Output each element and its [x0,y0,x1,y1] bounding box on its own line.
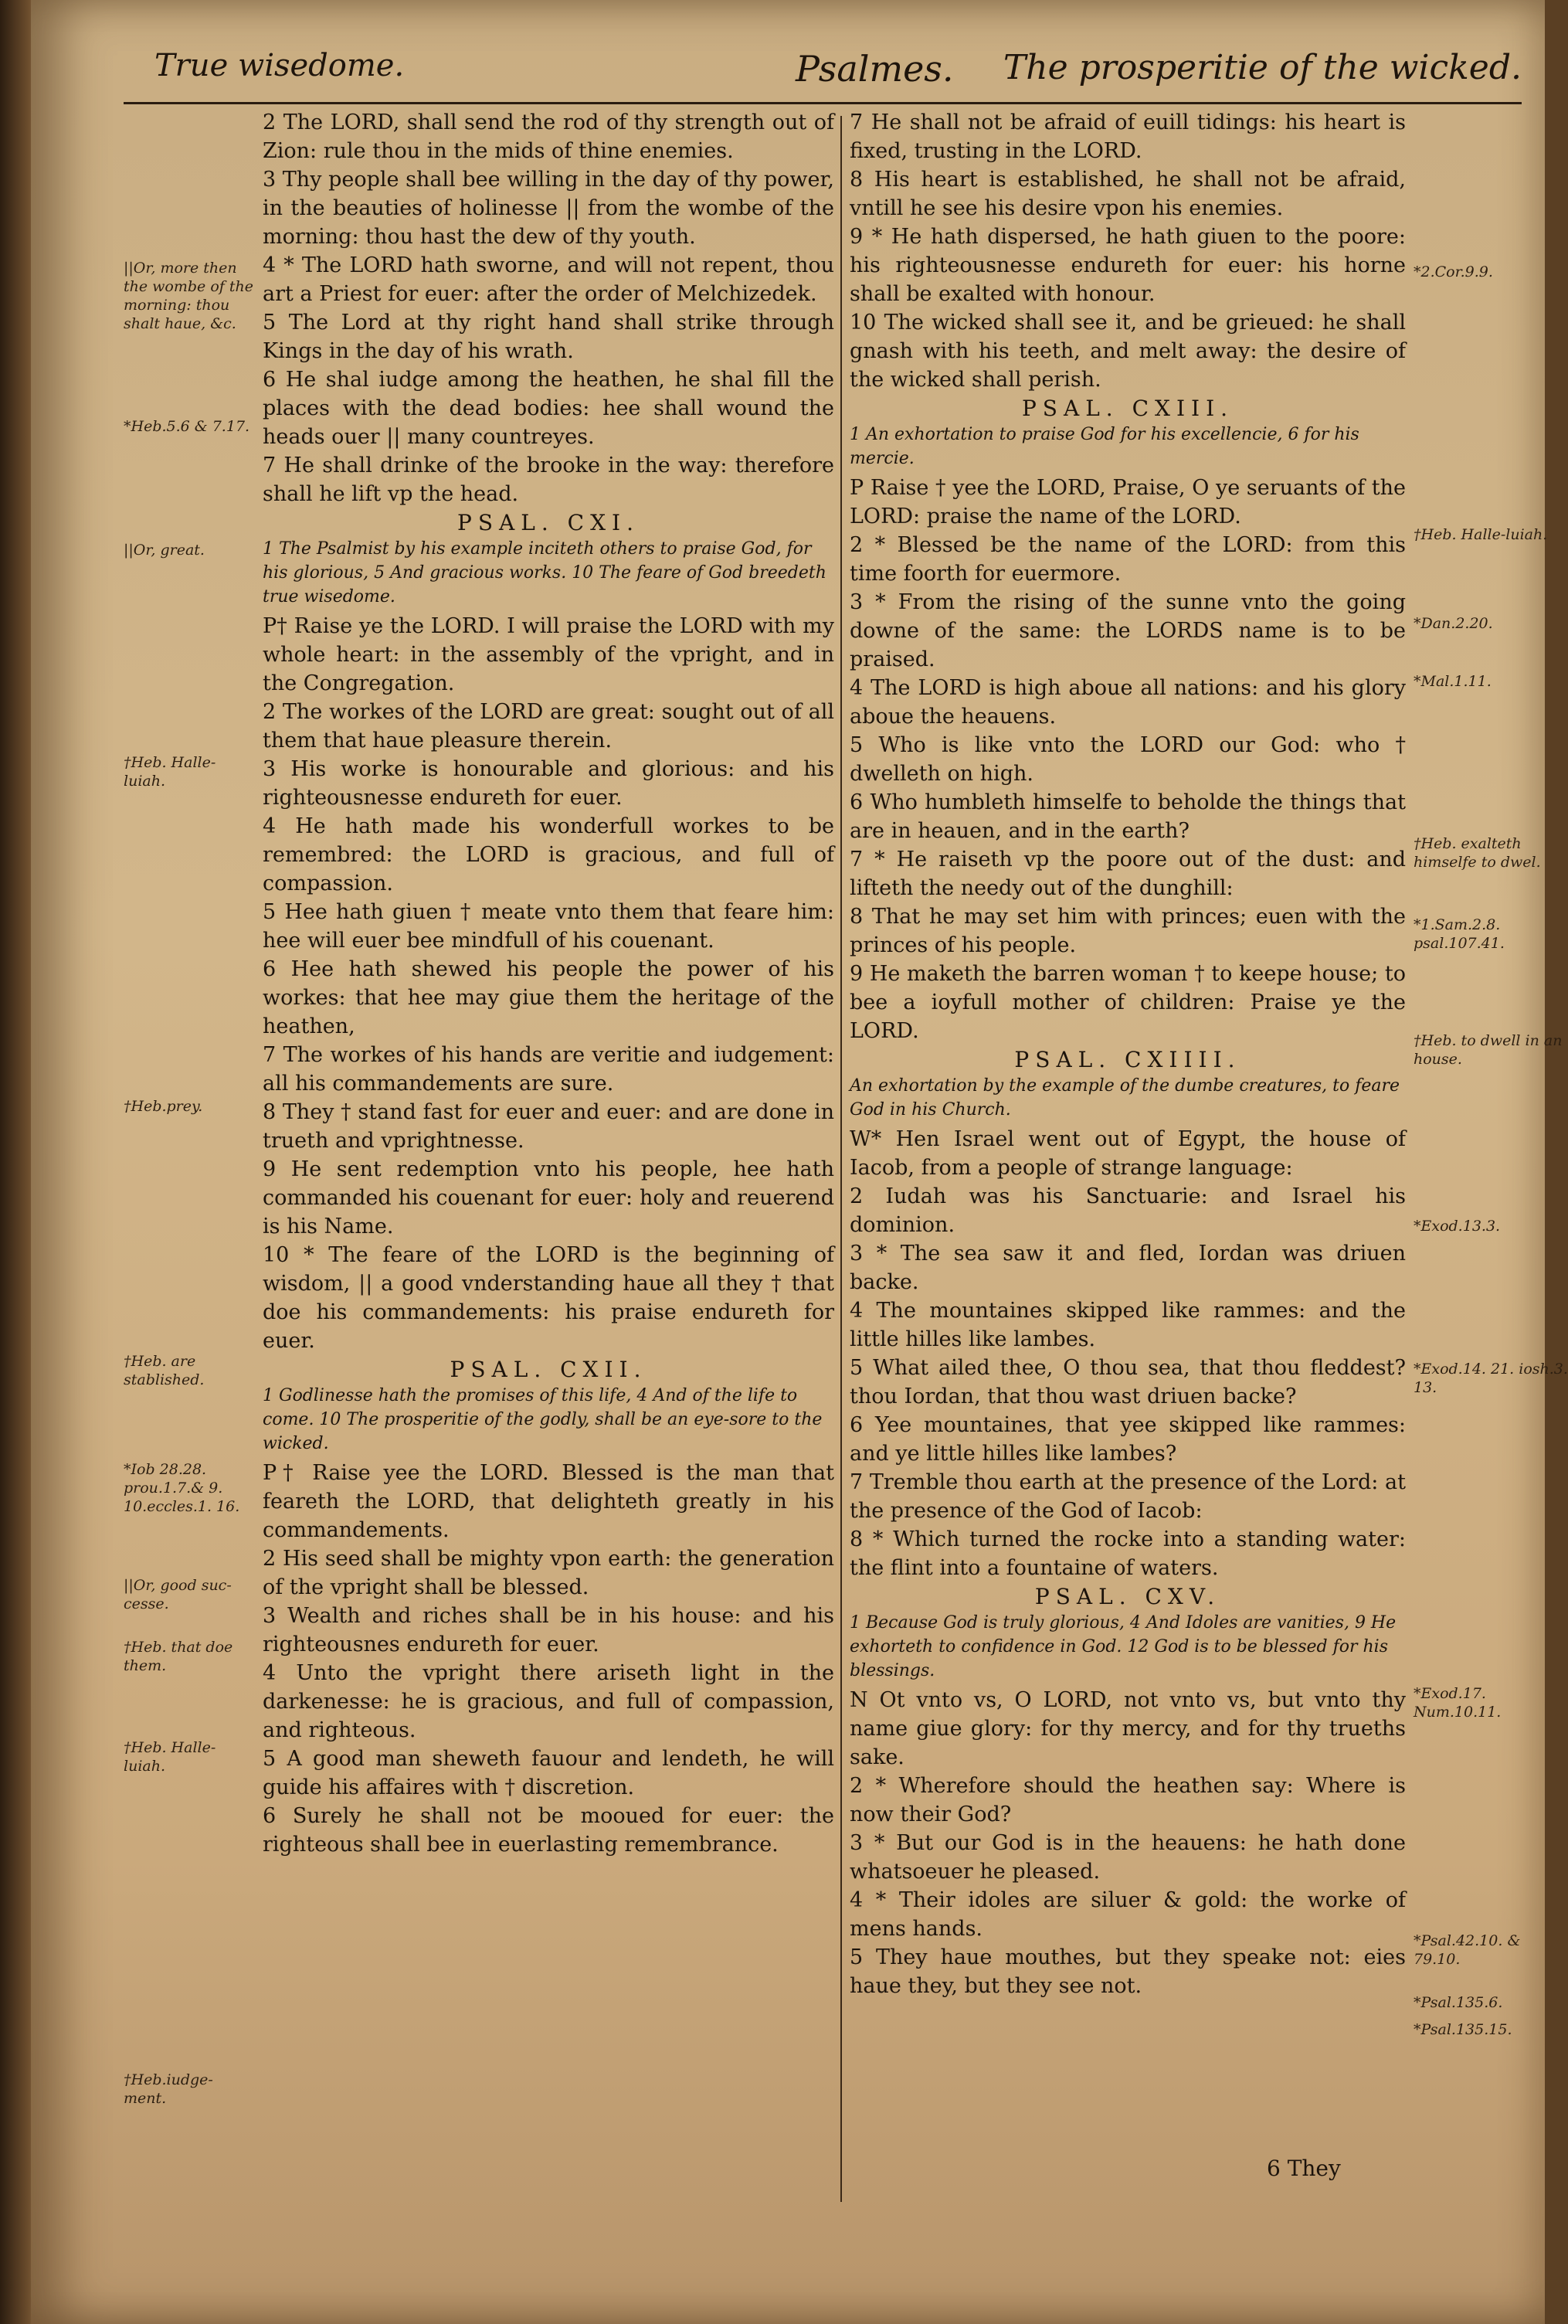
column-divider [840,116,842,2202]
verse-text: 3 Thy people shall bee willing in the day of thy power, in the beauties of holinesse || from the wombe of the morning: thou hast the dew of thy youth. [263,168,834,249]
margin-note: †Heb. Halle-luiah. [124,754,216,790]
book-page [31,0,1568,2324]
verse-text: N Ot vnto vs, O LORD, not vnto vs, but vnto thy name giue glory: for thy mercy, and for thy trueths sake. [850,1688,1406,1769]
verse-text: 5 The Lord at thy right hand shall strike through Kings in the day of his wrath. [263,311,834,363]
verse-text: 4 * Their idoles are siluer & gold: the worke of mens hands. [850,1888,1406,1941]
verse-text: 3 * But our God is in the heauens: he hath done whatsoeuer he pleased. [850,1831,1406,1884]
verse-text: 8 His heart is established, he shall not be afraid, vntill he see his desire vpon his enemies. [850,168,1406,220]
verse-text: 3 * From the rising of the sunne vnto the going downe of the same: the LORDS name is to be praised. [850,590,1406,671]
verse-text: 3 His worke is honourable and glorious: and his righteousnesse endureth for euer. [263,757,834,810]
psalm-heading: PSAL. CXIIII. [1014,1047,1241,1072]
header-right: The prosperitie of the wicked. [1003,48,1522,87]
verse-text: 4 The mountaines skipped like rammes: and the little hilles like lambes. [850,1299,1406,1351]
verse-text: W* Hen Israel went out of Egypt, the house of Iacob, from a people of strange language: [850,1127,1406,1180]
verse-text: 2 His seed shall be mighty vpon earth: the generation of the vpright shall be blessed. [263,1547,834,1599]
margin-note: ||Or, more then the wombe of the morning: thou shalt haue, &c. [124,260,253,332]
verse-text: 6 Who humbleth himselfe to beholde the things that are in heauen, and in the earth? [850,790,1406,843]
margin-note: †Heb. to dwell in an house. [1414,1032,1563,1068]
psalm-summary: 1 An exhortation to praise God for his excellencie, 6 for his mercie. [850,425,1359,468]
verse-text: 10 * The feare of the LORD is the beginning of wisdom, || a good vnderstanding haue all they † that doe his commandements: his praise endureth for euer. [263,1243,834,1353]
margin-note: *Psal.135.15. [1414,2021,1512,2038]
verse-text: 5 Hee hath giuen † meate vnto them that feare him: hee will euer bee mindfull of his couenant. [263,900,834,953]
left-column [263,108,834,1859]
verse-text: 5 A good man sheweth fauour and lendeth, he will guide his affaires with † discretion. [263,1747,834,1799]
verse-text: 8 They † stand fast for euer and euer: and are done in trueth and vprightnesse. [263,1100,834,1153]
margin-note: †Heb.prey. [124,1098,203,1115]
verse-text: 5 They haue mouthes, but they speake not: eies haue they, but they see not. [850,1945,1406,1998]
verse-text: 5 What ailed thee, O thou sea, that thou fleddest? thou Iordan, that thou wast driuen backe? [850,1356,1406,1408]
margin-note: †Heb. exalteth himselfe to dwel. [1414,835,1541,871]
verse-text: 7 * He raiseth vp the poore out of the dust: and lifteth the needy out of the dunghill: [850,848,1406,900]
psalm-heading: PSAL. CXIII. [1021,396,1234,421]
verse-text: P Raise † yee the LORD, Praise, O ye seruants of the LORD: praise the name of the LORD. [850,476,1406,528]
verse-text: 4 Unto the vpright there ariseth light in the darkenesse: he is gracious, and full of compassion, and righteous. [263,1661,834,1742]
verse-text: P† Raise yee the LORD. Blessed is the man that feareth the LORD, that delighteth greatly in his commandements. [263,1461,834,1542]
running-header [124,48,1522,104]
catchword: 6 They [1267,2156,1341,2181]
verse-text: 9 He maketh the barren woman † to keepe house; to bee a ioyfull mother of children: Praise ye the LORD. [850,962,1406,1043]
verse-text: P† Raise ye the LORD. I will praise the LORD with my whole heart: in the assembly of the vpright, and in the Congregation. [263,614,834,695]
verse-text: 2 * Wherefore should the heathen say: Where is now their God? [850,1774,1406,1826]
margin-note: *2.Cor.9.9. [1414,263,1493,280]
verse-text: 4 He hath made his wonderfull workes to be remembred: the LORD is gracious, and full of compassion. [263,814,834,895]
verse-text: 2 * Blessed be the name of the LORD: from this time foorth for euermore. [850,533,1406,586]
margin-note: *Dan.2.20. [1414,615,1493,632]
psalm-heading: PSAL. CXII. [450,1357,647,1382]
verse-text: 4 * The LORD hath sworne, and will not repent, thou art a Priest for euer: after the order of Melchizedek. [263,253,834,306]
margin-note: †Heb.iudge-ment. [124,2071,213,2107]
verse-text: 9 * He hath dispersed, he hath giuen to the poore: his righteousnesse endureth for euer: his horne shall be exalted with honour. [850,225,1406,306]
margin-note: †Heb. that doe them. [124,1639,233,1674]
verse-text: 7 The workes of his hands are veritie and iudgement: all his commandements are sure. [263,1043,834,1096]
psalm-heading: PSAL. CXV. [1034,1584,1221,1609]
margin-note: *Heb.5.6 & 7.17. [124,418,250,435]
header-center: Psalmes. [796,48,954,90]
verse-text: 6 Hee hath shewed his people the power of his workes: that hee may giue them the heritage of the heathen, [263,957,834,1038]
margin-note: *1.Sam.2.8. psal.107.41. [1414,916,1505,952]
margin-note: *Exod.17. Num.10.11. [1414,1685,1502,1721]
psalm-summary: 1 Because God is truly glorious, 4 And Idoles are vanities, 9 He exhorteth to confidence in God. 12 God is to be blessed for his blessings. [850,1613,1397,1680]
margin-note: *Psal.135.6. [1414,1994,1503,2011]
verse-text: 8 * Which turned the rocke into a standing water: the flint into a fountaine of waters. [850,1527,1406,1580]
verse-text: 6 Surely he shall not be mooued for euer: the righteous shall bee in euerlasting remembrance. [263,1804,834,1857]
verse-text: 3 Wealth and riches shall be in his house: and his righteousnes endureth for euer. [263,1604,834,1656]
verse-text: 3 * The sea saw it and fled, Iordan was driuen backe. [850,1242,1406,1294]
verse-text: 9 He sent redemption vnto his people, hee hath commanded his couenant for euer: holy and reuerend is his Name. [263,1157,834,1238]
verse-text: 6 Yee mountaines, that yee skipped like rammes: and ye little hilles like lambes? [850,1413,1406,1466]
psalm-heading: PSAL. CXI. [457,510,640,535]
verse-text: 2 Iudah was his Sanctuarie: and Israel his dominion. [850,1184,1406,1237]
margin-note: *Mal.1.11. [1414,673,1492,690]
psalm-summary: An exhortation by the example of the dumbe creatures, to feare God in his Church. [850,1076,1400,1120]
psalm-summary: 1 Godlinesse hath the promises of this life, 4 And of the life to come. 10 The prosperitie of the godly, shall be an eye-sore to the wicked. [263,1386,823,1453]
margin-note: *Psal.42.10. & 79.10. [1414,1932,1521,1968]
psalm-summary: 1 The Psalmist by his example inciteth others to praise God, for his glorious, 5 And gracious works. 10 The feare of God breedeth true wisedome. [263,539,826,606]
verse-text: 5 Who is like vnto the LORD our God: who † dwelleth on high. [850,733,1406,786]
verse-text: 7 He shall not be afraid of euill tidings: his heart is fixed, trusting in the LORD. [850,110,1406,163]
verse-text: 8 That he may set him with princes; euen with the princes of his people. [850,905,1406,957]
margin-note: †Heb. Halle-luiah. [124,1739,216,1775]
margin-note: ||Or, good suc-cesse. [124,1577,232,1612]
verse-text: 7 He shall drinke of the brooke in the way: therefore shall he lift vp the head. [263,454,834,506]
margin-note: *Exod.14. 21. iosh.3. 13. [1414,1361,1568,1396]
verse-text: 7 Tremble thou earth at the presence of the Lord: at the presence of the God of Iacob: [850,1470,1406,1523]
right-column [850,108,1406,2000]
verse-text: 6 He shal iudge among the heathen, he shal fill the places with the dead bodies: hee shall wound the heads ouer || many countreyes. [263,368,834,449]
margin-note: *Iob 28.28. prou.1.7.& 9. 10.eccles.1. 16. [124,1461,240,1515]
margin-note: ||Or, great. [124,542,205,559]
verse-text: 2 The workes of the LORD are great: sought out of all them that haue pleasure therein. [263,700,834,753]
verse-text: 10 The wicked shall see it, and be grieued: he shall gnash with his teeth, and melt away: the desire of the wicked shall perish. [850,311,1406,392]
verse-text: 4 The LORD is high aboue all nations: and his glory aboue the heauens. [850,676,1406,729]
margin-note: †Heb. are stablished. [124,1353,205,1388]
margin-note: *Exod.13.3. [1414,1218,1501,1235]
verse-text: 2 The LORD, shall send the rod of thy strength out of Zion: rule thou in the mids of thine enemies. [263,110,834,163]
header-left: True wisedome. [154,48,405,83]
margin-note: †Heb. Halle-luiah. [1414,526,1548,543]
